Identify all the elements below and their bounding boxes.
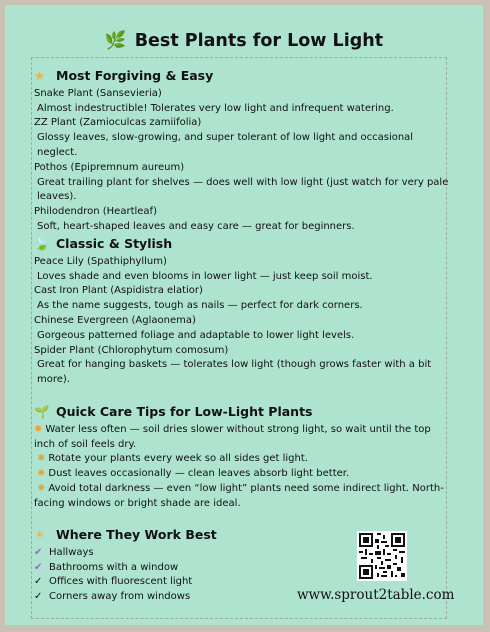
section-heading-text: Quick Care Tips for Low-Light Plants bbox=[56, 404, 313, 419]
location-item bbox=[34, 575, 334, 590]
care-tip-text: Dust leaves occasionally — clean leaves absorb light better. bbox=[48, 468, 350, 480]
section-heading bbox=[34, 69, 454, 84]
checkmark-icon: ✓ bbox=[34, 576, 43, 588]
plant-name: Snake Plant (Sansevieria) bbox=[34, 87, 162, 99]
plant-name: Pothos (Epipremnum aureum) bbox=[34, 161, 185, 173]
section-heading-text: Where They Work Best bbox=[56, 527, 217, 542]
plant-name: Philodendron (Heartleaf) bbox=[34, 206, 157, 218]
section-classic-stylish bbox=[34, 237, 454, 388]
sparkle-icon: ✸ bbox=[34, 423, 43, 435]
plant-desc: Great for hanging baskets — tolerates low light (though grows faster with a bit more). bbox=[37, 359, 432, 386]
checkmark-icon: ✔ bbox=[34, 546, 43, 558]
section-heading bbox=[34, 237, 454, 252]
plant-name: ZZ Plant (Zamioculcas zamiifolia) bbox=[34, 117, 202, 129]
checkmark-icon: ✓ bbox=[34, 591, 43, 603]
leaf-icon: 🍃 bbox=[34, 236, 50, 251]
plant-desc: Great trailing plant for shelves — does well with low light (just watch for very pale leaves). bbox=[37, 176, 449, 203]
plant-desc: As the name suggests, tough as nails — perfect for dark corners. bbox=[37, 300, 363, 312]
seedling-icon: 🌱 bbox=[34, 404, 50, 419]
sparkle-icon: ✸ bbox=[37, 468, 46, 480]
website-link[interactable]: www.sprout2table.com bbox=[297, 587, 455, 603]
plant-desc: Gorgeous patterned foliage and adaptable to lower light levels. bbox=[37, 329, 355, 341]
sparkle-icon: ✸ bbox=[37, 482, 46, 494]
qr-code[interactable] bbox=[357, 531, 407, 581]
plant-name: Peace Lily (Spathiphyllum) bbox=[34, 255, 167, 267]
location-item bbox=[34, 546, 334, 561]
care-tip bbox=[34, 423, 454, 453]
section-heading bbox=[34, 405, 454, 420]
location-item bbox=[34, 561, 334, 576]
care-tip-text: Water less often — soil dries slower without strong light, so wait until the top inch of soil feels dry. bbox=[34, 423, 431, 450]
checkmark-icon: ✔ bbox=[34, 561, 43, 573]
location-item bbox=[34, 590, 334, 605]
plant-name: Chinese Evergreen (Aglaonema) bbox=[34, 314, 196, 326]
section-care-tips bbox=[34, 405, 454, 512]
plant-desc: Almost indestructible! Tolerates very low light and infrequent watering. bbox=[37, 102, 394, 114]
plant-name: Spider Plant (Chlorophytum comosum) bbox=[34, 344, 229, 356]
location-label: Offices with fluorescent light bbox=[49, 576, 193, 588]
care-tip bbox=[34, 482, 454, 512]
section-heading-text: Most Forgiving & Easy bbox=[56, 68, 214, 83]
care-tip bbox=[34, 467, 454, 482]
location-label: Corners away from windows bbox=[49, 591, 191, 603]
location-label: Bathrooms with a window bbox=[49, 561, 179, 573]
plant-name: Cast Iron Plant (Aspidistra elatior) bbox=[34, 285, 203, 297]
plant-desc: Soft, heart-shaped leaves and easy care — great for beginners. bbox=[37, 220, 355, 232]
title-text: Best Plants for Low Light bbox=[134, 31, 384, 51]
care-tip-text: Rotate your plants every week so all sides get light. bbox=[48, 453, 308, 465]
plant-desc: Glossy leaves, slow-growing, and super tolerant of low light and occasional neglect. bbox=[37, 132, 414, 158]
section-heading-text: Classic & Stylish bbox=[56, 236, 173, 251]
care-tip bbox=[34, 452, 454, 467]
herb-icon: 🌿 bbox=[104, 31, 127, 51]
sun-icon: ☀ bbox=[34, 527, 46, 542]
infographic-card bbox=[5, 5, 483, 625]
care-tip-text: Avoid total darkness — even “low light” plants need some indirect light. North-facing windows or bright shade are ideal. bbox=[34, 482, 444, 509]
star-icon: ★ bbox=[34, 68, 46, 83]
page-title bbox=[5, 31, 483, 51]
section-where bbox=[34, 528, 334, 605]
section-most-forgiving bbox=[34, 69, 454, 235]
plant-desc: Loves shade and even blooms in lower light — just keep soil moist. bbox=[37, 270, 373, 282]
section-heading bbox=[34, 528, 334, 543]
sparkle-icon: ✸ bbox=[37, 453, 46, 465]
location-label: Hallways bbox=[49, 546, 94, 558]
